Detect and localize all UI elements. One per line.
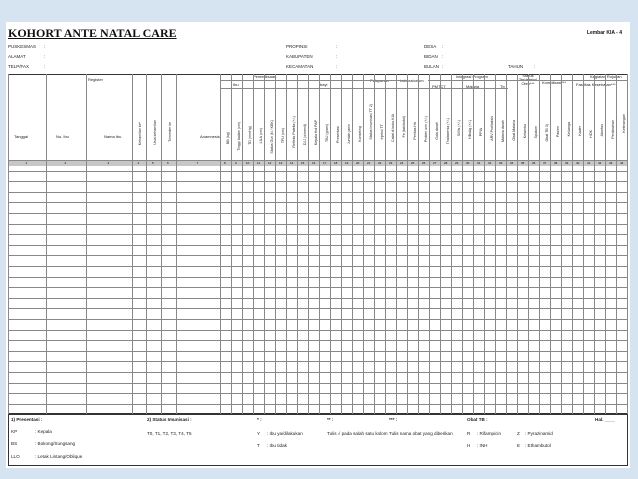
meta-telp-value[interactable]: : [44,64,46,69]
meta-kabupaten-value[interactable]: : [336,54,338,59]
column-number: 16 [312,161,316,165]
col-refleks-patella: Refleks Patella (+/-) [292,116,296,148]
column-number: 28 [444,161,448,165]
header-divider [348,88,428,89]
header-register: Register [88,77,103,82]
col-kehamilan: Kehamilan ke* [138,122,142,146]
column-number: 1 [25,161,28,165]
legend-star2-value: Tulis √ pada salah satu kolom [327,431,388,436]
header-kegiatan-rujukan: Kegiatan Rujukan [590,74,622,79]
meta-propinsi-label: PROPINSI [286,44,308,49]
header-laboratorium: Laboratorium [400,78,424,83]
legend-h: H [467,443,471,448]
column-number: 15 [301,161,305,165]
col-keluarga: Keluarga [567,122,571,137]
table-row-line [8,277,628,278]
column-number: 31 [477,161,481,165]
table-row-line [8,298,628,299]
table-row-line [8,160,628,161]
legend-z-value: : Pyrazinamid [525,431,553,436]
col-abortus: Abortus [600,124,604,137]
col-protein-urin: Protein urin (+/-) [424,116,428,143]
kohort-sheet [6,22,630,468]
col-presentasi: Presentasi [336,126,340,143]
col-malaria-darah: Malaria darah [501,120,505,142]
header-divider [568,80,628,81]
column-number: 19 [345,161,349,165]
col-status-imunisasi: Status imunisasi TT 2) [369,104,373,140]
header-divider [428,88,508,89]
column-number: 37 [543,161,547,165]
col-pasien: Pasien [556,126,560,137]
col-bb: BB (kg) [226,132,230,144]
column-number: 2 [64,161,67,165]
meta-bulan-label: BULAN [424,64,440,69]
column-number: 14 [290,161,294,165]
legend-llo: LLO [11,454,20,459]
meta-propinsi-value[interactable]: : [336,44,338,49]
table-row-line [8,361,628,362]
col-ppia: PPIA [479,128,483,137]
column-number: 20 [356,161,360,165]
column-number: 36 [532,161,536,165]
table-row-line [8,287,628,288]
table-row-line [8,266,628,267]
table-row-line [8,383,628,384]
header-tb: Tb [500,84,505,89]
column-number: 8 [224,161,226,165]
col-obat-tb: Obat TB 3) [545,124,549,142]
table-row-line [8,351,628,352]
column-number: 21 [367,161,371,165]
column-number: 26 [422,161,426,165]
table-row-line [8,213,628,214]
column-number: 30 [466,161,470,165]
column-number: 24 [400,161,404,165]
col-thalasemia: Thalasemia (+/-) [446,118,450,145]
meta-bidan-value[interactable]: : [442,54,444,59]
legend-e-value: : Ethambutol [525,443,551,448]
table-row-line [8,245,628,246]
col-tinggi-badan: Tinggi badan (cm) [237,122,241,151]
column-number: 7 [196,161,199,165]
sheet-code: Lembar KIA - 4 [586,30,622,36]
table-row-line [8,224,628,225]
meta-alamat-value[interactable]: : [44,54,46,59]
legend-presentasi-title: 1) Presentasi : [11,417,43,422]
column-number: 6 [167,161,169,165]
col-hbsag: HBsAg (+/-) [468,120,472,139]
meta-desa-label: DESA [424,44,437,49]
header-status-terdeteksi: Status Terdeteksi Oleh*** [518,73,538,86]
meta-tahun-label: TAHUN [508,64,524,69]
col-usia-kehamilan: Usia kehamilan [153,120,157,145]
col-kader: Kader [578,126,582,136]
meta-puskesmas-value[interactable]: : [44,44,46,49]
col-konseling: Konseling [358,126,362,142]
header-pemeriksaan: Pemeriksaan [253,74,277,79]
legend-star1-t-value: : Ibu tidak [267,443,287,448]
column-number: 43 [609,161,613,165]
column-number: 4 [137,161,140,165]
page-number: Hal. ____ [595,417,615,422]
table-row-line [8,171,628,172]
table-row-line [8,308,628,309]
col-periksa-hb: Periksa Hb [413,122,417,140]
header-malaria: Malaria [466,84,480,89]
header-pmtct: PMTCT [432,84,446,89]
table-row-line [8,319,628,320]
col-keterangan: Keterangan [622,114,626,133]
column-number: 12 [268,161,272,165]
meta-desa-value[interactable]: : [442,44,444,49]
header-fasilitas: Fasilitas Kesehatan*** [576,82,616,87]
sheet-title: KOHORT ANTE NATAL CARE [8,26,177,40]
legend-z: Z [517,431,520,436]
meta-bulan-value[interactable]: : [442,64,444,69]
table-row-line [8,340,628,341]
col-perdarahan: Perdarahan [611,120,615,139]
table-row-line [8,404,628,405]
column-number: 5 [152,161,154,165]
col-injeksi-tt: Injeksi TT [380,124,384,140]
col-gula-darah: Gula darah [435,122,439,140]
legend-star1-y-value: : Ibu ya/dilakukan [267,431,303,436]
column-number: 34 [510,161,514,165]
meta-telp-label: TELP/FAX [8,64,30,69]
column-number: 39 [565,161,569,165]
legend-e: E [517,443,521,448]
column-number: 11 [257,161,261,165]
column-number: 40 [576,161,580,165]
table-row-line [8,255,628,256]
col-arv-profilaksis: ARV Profilaksis [490,116,494,141]
legend-bs: BS [11,441,18,446]
legend-r-value: : Rifampicin [477,431,501,436]
column-number: 13 [279,161,283,165]
col-sifilis: Sifilis (+/-) [457,120,461,137]
cohort-table [8,74,628,414]
col-kelambu: Kelambu [523,124,527,139]
column-number: 9 [235,161,237,165]
col-tfu: TFU (cm) [281,128,285,144]
table-row-line [8,330,628,331]
legend-kp-value: : Kepala [35,429,52,434]
column-number: 42 [598,161,602,165]
column-number: 33 [499,161,503,165]
col-nama-ibu: Nama Ibu [104,134,122,139]
table-row-line [8,372,628,373]
legend-star1-y: Y [257,431,261,436]
column-number: 44 [620,161,624,165]
legend-imunisasi-title: 2) Status Imunisasi : [147,417,192,422]
legend-kp: KP [11,429,18,434]
col-tanggal: Tanggal [14,134,29,139]
column-number: 27 [433,161,437,165]
col-kepala-thd-pap: Kepala thd PAP [314,120,318,146]
col-jumlah-janin: Jumlah janin [347,124,351,145]
meta-kecamatan-label: KECAMATAN [286,64,314,69]
column-number: 38 [554,161,558,165]
col-fe: Fe (tab/botol) [402,116,406,138]
table-row-line [8,202,628,203]
column-number: 23 [389,161,393,165]
legend-star1-t: T [257,443,260,448]
column-number: 32 [488,161,492,165]
meta-bidan-label: BIDAN [424,54,438,59]
col-anamnesis: Anamnesis [200,134,220,139]
col-catat-buku-kia: Catat di buku KIA [391,114,395,142]
col-no-ibu: No. Ibu [56,134,69,139]
header-integrasi: Integrasi Program [456,74,488,79]
table-row-line [8,393,628,394]
column-number: 3 [107,161,110,165]
col-td: TD (mmHg) [248,126,252,145]
col-sputum: Sputum [534,126,538,139]
meta-kabupaten-label: KABUPATEN [286,54,313,59]
col-djj: DJJ (x/menit) [303,124,307,146]
header-komplikasi: Komplikasi*** [542,80,567,85]
column-number: 35 [521,161,525,165]
header-ibu: Ibu [233,82,239,87]
legend-star1-title: * : [257,417,262,422]
col-trimester: Trimester ke [168,122,172,142]
table-row-line [8,234,628,235]
legend-star3-title: *** : [389,417,398,422]
column-number: 18 [334,161,338,165]
legend-star2-title: ** : [327,417,334,422]
column-number: 25 [411,161,415,165]
header-divider [220,80,408,81]
meta-alamat-label: ALAMAT [8,54,26,59]
legend-h-value: : INH [477,443,488,448]
meta-tahun-value[interactable]: : [534,64,536,69]
col-obat-malaria: Obat Malaria [512,120,516,141]
meta-kecamatan-value[interactable]: : [336,64,338,69]
column-number: 17 [323,161,327,165]
legend-r: R [467,431,471,436]
col-hdk: HDK [589,130,593,138]
table-row-line [8,181,628,182]
legend-imunisasi-value: T0, T1, T2, T3, T4, T5 [147,431,192,436]
legend-panel [8,414,628,466]
column-number: 29 [455,161,459,165]
col-lila: LILA (cm) [259,128,263,144]
column-number: 10 [246,161,250,165]
col-tbj: TBJ (gram) [325,124,329,142]
column-number: 22 [378,161,382,165]
legend-llo-value: : Letak Lintang/Oblique [35,454,83,459]
legend-star3-value: Tulis nama obat yang diberikan [389,431,453,436]
header-bayi: bayi [320,82,328,87]
col-status-gizi: Status Gizi (N / KEK) [270,120,274,154]
column-number: 41 [587,161,591,165]
legend-bs-value: : Bokong/Sungsang [35,441,76,446]
meta-puskesmas-label: PUSKESMAS [8,44,37,49]
legend-obat-tb-title: Obat TB : [467,417,488,422]
header-pelayanan: Pelayanan [370,78,389,83]
table-row-line [8,192,628,193]
